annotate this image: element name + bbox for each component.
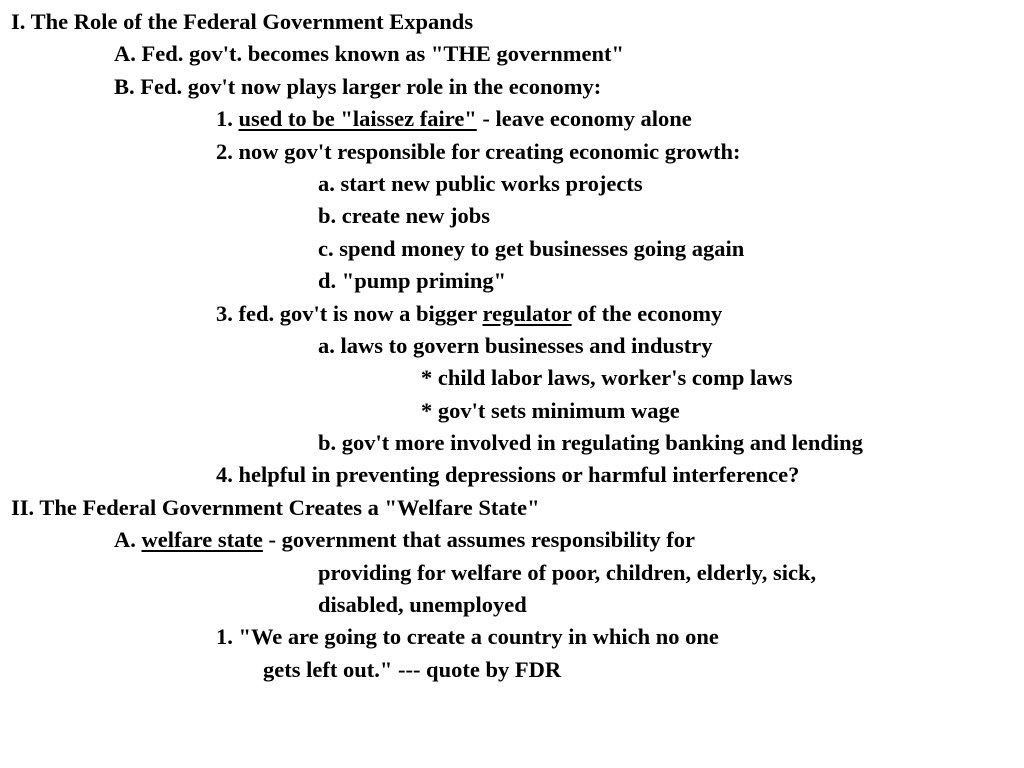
item-3-sub-a: a. laws to govern businesses and industry xyxy=(318,332,713,358)
item-3-bullet-2: * gov't sets minimum wage xyxy=(421,397,680,423)
point-a-definition: - government that assumes responsibility for xyxy=(262,527,695,553)
item-3-prefix: 3. fed. gov't is now a bigger xyxy=(216,300,483,326)
definition-continuation-1: providing for welfare of poor, children, elderly, sick, xyxy=(318,559,817,585)
welfare-state-term: welfare state xyxy=(141,527,263,553)
section-2-point-a xyxy=(0,524,1024,556)
item-3-underlined-term: regulator xyxy=(482,300,572,326)
item-2-sub-c: c. spend money to get businesses going again xyxy=(318,235,745,261)
point-a-label: A. xyxy=(114,527,142,553)
item-1-underlined-term: used to be "laissez faire" xyxy=(238,106,477,132)
section-1-item-1 xyxy=(0,103,1024,135)
section-1-item-3 xyxy=(0,298,1024,330)
item-2-sub-a: a. start new public works projects xyxy=(318,170,643,196)
definition-continuation-2: disabled, unemployed xyxy=(318,592,527,618)
section-1-heading: I. The Role of the Federal Government Expands xyxy=(11,9,474,34)
item-3-suffix: of the economy xyxy=(571,300,723,326)
section-1-point-b: B. Fed. gov't now plays larger role in the economy: xyxy=(114,73,602,99)
section-1-point-a: A. Fed. gov't. becomes known as "THE government" xyxy=(114,41,624,67)
section-1-item-4: 4. helpful in preventing depressions or harmful interference? xyxy=(216,462,800,488)
item-2-sub-b: b. create new jobs xyxy=(318,203,491,229)
item-1-number: 1. xyxy=(216,106,239,132)
item-3-bullet-1: * child labor laws, worker's comp laws xyxy=(421,365,793,391)
fdr-quote-line-1: 1. "We are going to create a country in which no one xyxy=(216,624,719,650)
section-2-heading: II. The Federal Government Creates a "Welfare State" xyxy=(11,494,540,520)
section-1-item-2: 2. now gov't responsible for creating economic growth: xyxy=(216,138,741,164)
outline xyxy=(0,6,1024,686)
item-1-description: - leave economy alone xyxy=(476,106,692,132)
item-3-sub-b: b. gov't more involved in regulating banking and lending xyxy=(318,430,863,456)
item-2-sub-d: d. "pump priming" xyxy=(318,268,507,294)
fdr-quote-line-2: gets left out." --- quote by FDR xyxy=(263,656,562,682)
